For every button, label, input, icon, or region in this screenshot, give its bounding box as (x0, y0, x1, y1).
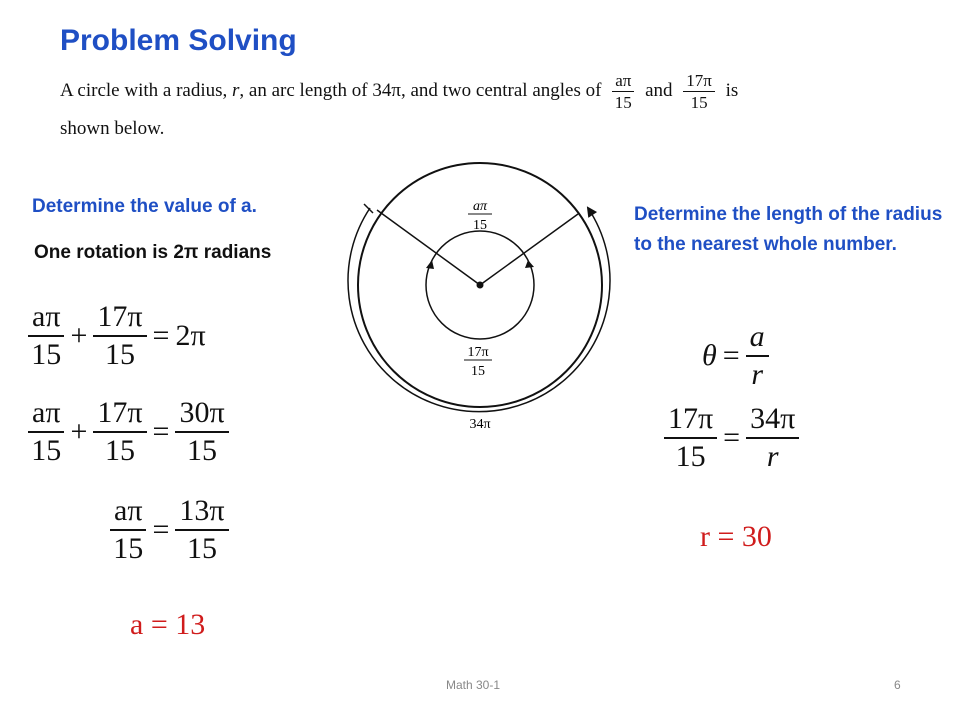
problem-text-2: , an arc length of 34π, and two central angles of (239, 79, 602, 101)
angle-b-fraction: $\frac{17\pi}{15}$ (683, 72, 715, 111)
right-equation-1: θ = $\frac{a}{r}$ (702, 322, 769, 390)
and-word: and (645, 79, 673, 101)
slide-title: Problem Solving (60, 24, 297, 57)
problem-line-2: shown below. (60, 118, 165, 139)
problem-statement (60, 72, 890, 147)
problem-line-1 (60, 72, 890, 111)
angle-a-fraction: $\frac{a\pi}{15}$ (612, 72, 634, 111)
page-number: 6 (894, 678, 901, 692)
bottom-angle-numerator: 17π (467, 345, 489, 360)
top-angle-numerator: aπ (472, 199, 488, 214)
left-equation-3: $\frac{a\pi}{15}$ = $\frac{13\pi}{15}$ (110, 496, 229, 564)
left-equation-1: $\frac{a\pi}{15}$ + $\frac{17\pi}{15}$ = 2π (28, 302, 206, 370)
top-angle-denominator: 15 (473, 218, 487, 233)
a-answer: a = 13 (130, 608, 206, 641)
circle-diagram (340, 160, 620, 440)
footer-course: Math 30-1 (446, 678, 501, 692)
left-heading: Determine the value of a. (32, 196, 257, 217)
inner-arrow-right (525, 260, 534, 268)
arc-length-arc (348, 208, 610, 412)
r-answer: r = 30 (700, 520, 772, 553)
bottom-angle-denominator: 15 (471, 364, 485, 379)
left-equation-2: $\frac{a\pi}{15}$ + $\frac{17\pi}{15}$ = $\frac{30\pi}{15}$ (28, 398, 229, 466)
radius-right (480, 214, 578, 285)
is-word: is (725, 79, 739, 101)
rotation-hint: One rotation is 2π radians (34, 242, 272, 263)
right-equation-2: $\frac{17\pi}{15}$ = $\frac{34\pi}{r}$ (664, 404, 799, 472)
radius-left (377, 210, 480, 285)
inner-arrow-left (426, 260, 434, 269)
arc-length-label: 34π (469, 417, 491, 432)
radius-variable: r (232, 79, 240, 101)
problem-text-1: A circle with a radius, (60, 79, 233, 101)
right-heading: Determine the length of the radius to the nearest whole number. (634, 204, 943, 255)
